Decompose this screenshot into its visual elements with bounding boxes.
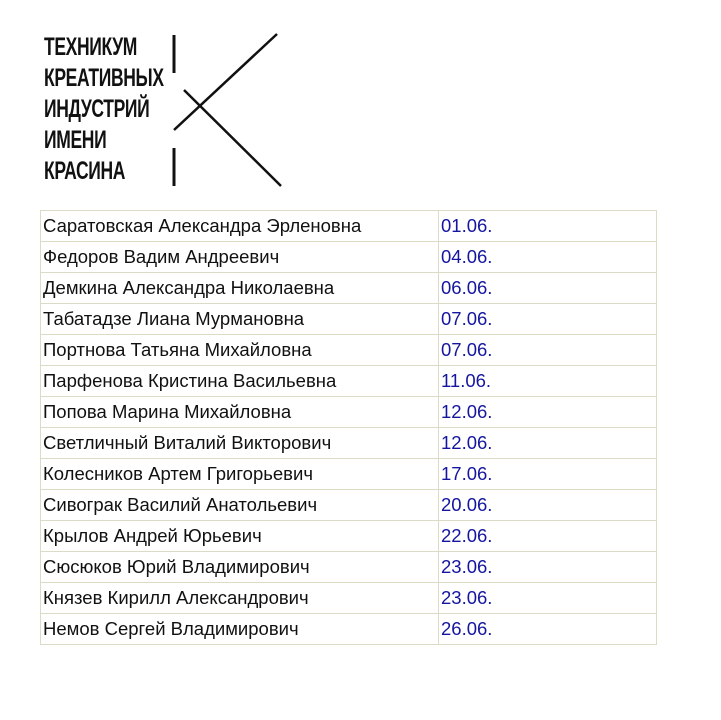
date-cell: 23.06. [439,552,657,583]
person-name-cell: Демкина Александра Николаевна [41,273,439,304]
person-name-cell: Немов Сергей Владимирович [41,614,439,645]
date-cell: 06.06. [439,273,657,304]
table-body [41,211,657,645]
date-cell: 12.06. [439,428,657,459]
table-row [41,211,657,242]
person-name-cell: Князев Кирилл Александрович [41,583,439,614]
birthday-table [40,210,657,645]
table-row [41,459,657,490]
table-row [41,366,657,397]
logo-wordmark [44,32,166,192]
table-row [41,583,657,614]
logo-line: КРЕАТИВНЫХ [44,64,164,92]
person-name-cell: Светличный Виталий Викторович [41,428,439,459]
institution-logo [44,30,294,190]
person-name-cell: Парфенова Кристина Васильевна [41,366,439,397]
date-cell: 23.06. [439,583,657,614]
person-name-cell: Табатадзе Лиана Мурмановна [41,304,439,335]
date-cell: 26.06. [439,614,657,645]
table-row [41,552,657,583]
logo-k-mark-icon [169,30,289,190]
table-row [41,273,657,304]
person-name-cell: Попова Марина Михайловна [41,397,439,428]
person-name-cell: Саратовская Александра Эрленовна [41,211,439,242]
person-name-cell: Сивограк Василий Анатольевич [41,490,439,521]
date-cell: 01.06. [439,211,657,242]
date-cell: 22.06. [439,521,657,552]
table-row [41,397,657,428]
table-row [41,490,657,521]
logo-line: ИНДУСТРИЙ [44,95,150,123]
date-cell: 07.06. [439,304,657,335]
table-row [41,242,657,273]
table-row [41,304,657,335]
date-cell: 04.06. [439,242,657,273]
logo-line: ИМЕНИ [44,126,107,154]
logo-line: ТЕХНИКУМ [44,33,138,61]
person-name-cell: Сюсюков Юрий Владимирович [41,552,439,583]
person-name-cell: Портнова Татьяна Михайловна [41,335,439,366]
table-row [41,521,657,552]
date-cell: 11.06. [439,366,657,397]
date-cell: 20.06. [439,490,657,521]
date-cell: 07.06. [439,335,657,366]
person-name-cell: Крылов Андрей Юрьевич [41,521,439,552]
table-row [41,428,657,459]
table-row [41,335,657,366]
date-cell: 17.06. [439,459,657,490]
logo-line: КРАСИНА [44,157,126,185]
person-name-cell: Федоров Вадим Андреевич [41,242,439,273]
date-cell: 12.06. [439,397,657,428]
person-name-cell: Колесников Артем Григорьевич [41,459,439,490]
table-row [41,614,657,645]
